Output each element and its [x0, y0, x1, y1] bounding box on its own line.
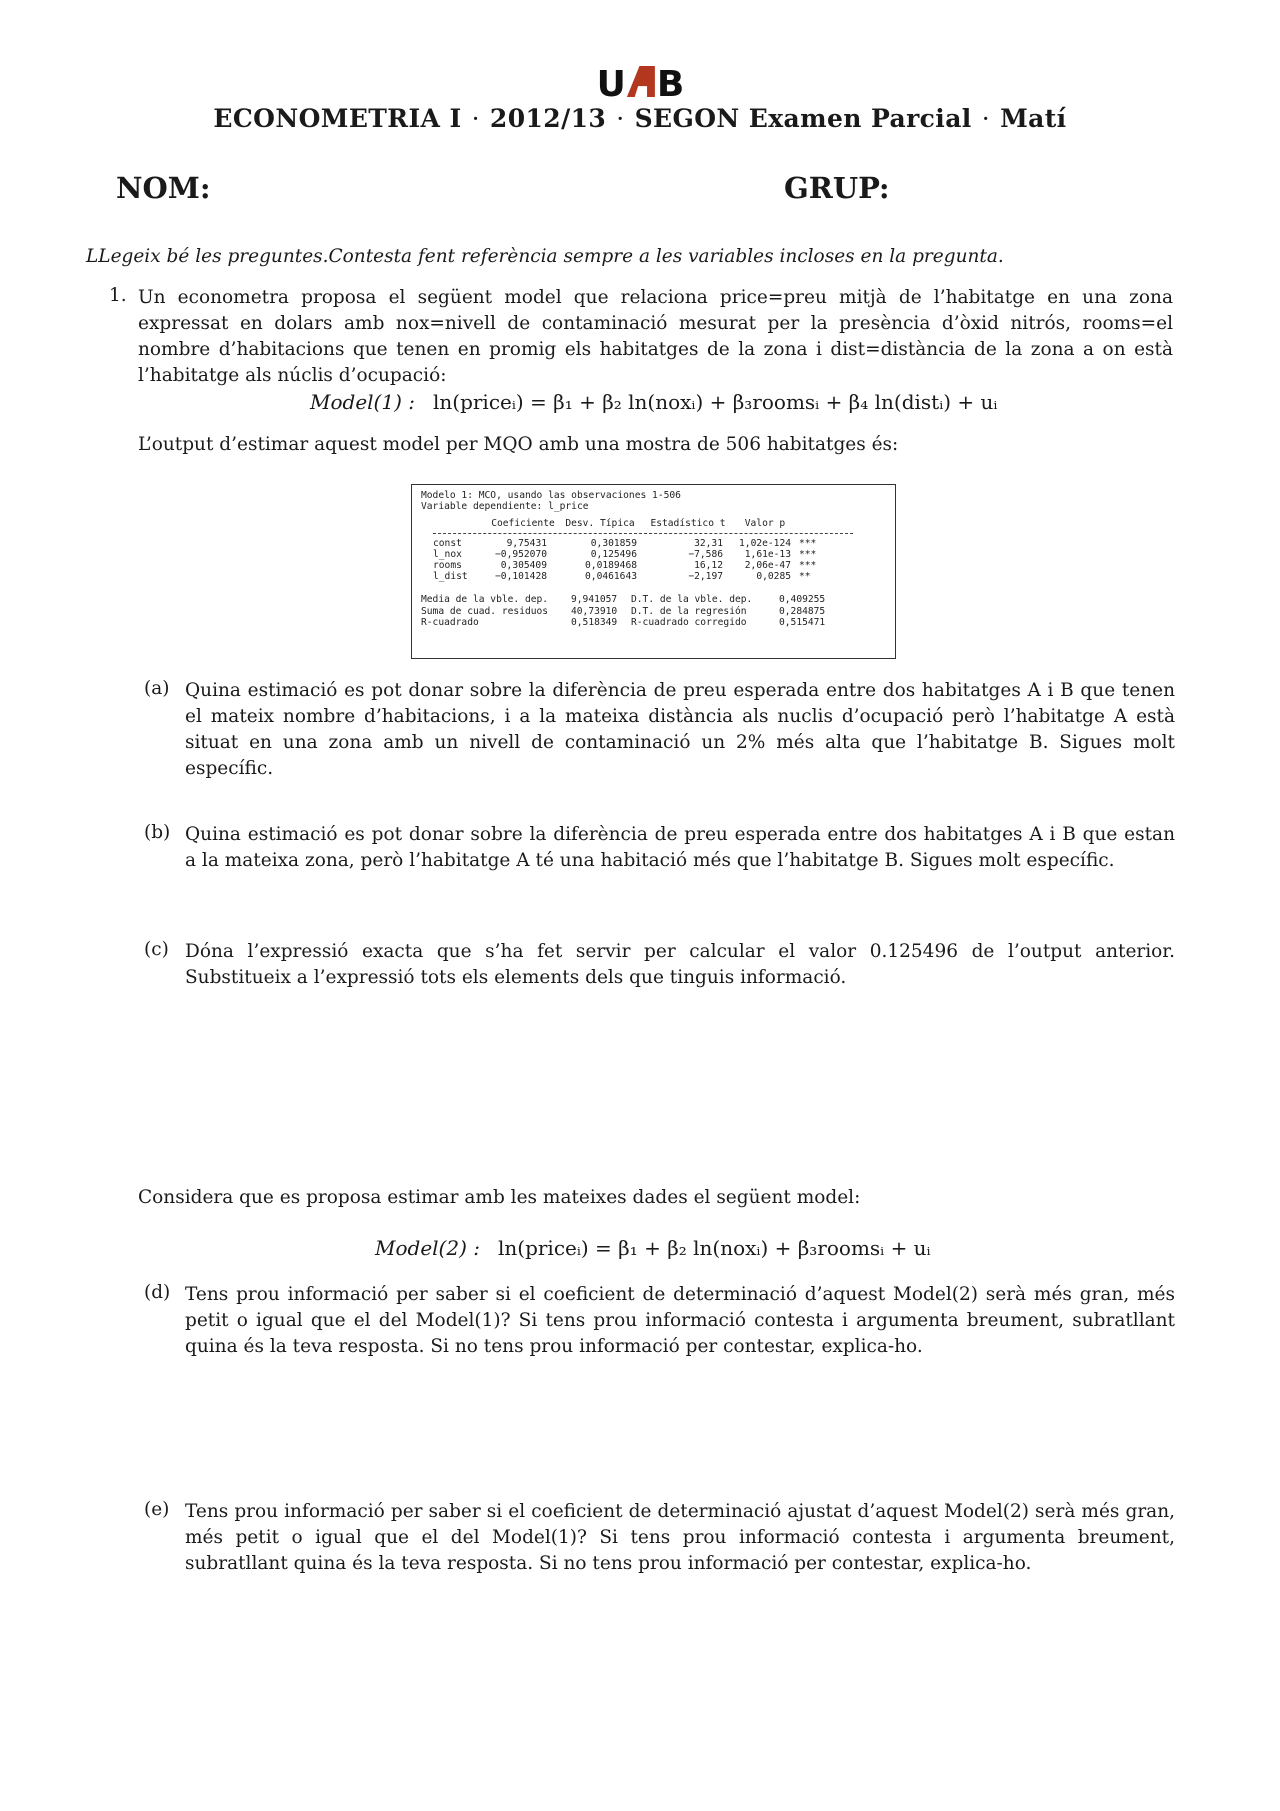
col-se: Desv. Típica	[565, 518, 635, 530]
grup-field-label: GRUP:	[784, 171, 890, 205]
stats-row: R-cuadrado 0,518349 R-cuadrado corregido 0,515471	[421, 616, 826, 628]
subquestion-e-label: (e)	[144, 1499, 170, 1520]
exam-year: 2012/13	[489, 104, 607, 133]
subquestion-e-text: Tens prou informació per saber si el coeficient de determinació ajustat d’aquest Model(2) serà més gran, més petit o igual que el del Model(1)? Si tens prou informació contesta i argumenta breument, subratllant quina és la teva resposta. Si no tens prou informació per contestar, explica-ho.	[185, 1501, 1175, 1574]
model-2-formula: ln(priceᵢ) = β₁ + β₂ ln(noxᵢ) + β₃roomsᵢ + uᵢ	[497, 1236, 931, 1260]
stats-row: Media de la vble. dep. 9,941057 D.T. de la vble. dep. 0,409255	[421, 594, 826, 606]
subquestion-d-label: (d)	[144, 1282, 171, 1303]
title-separator: ·	[471, 104, 480, 133]
model-2-equation	[375, 1236, 931, 1260]
col-t: Estadístico t	[650, 518, 726, 530]
col-p: Valor p	[744, 518, 786, 530]
table-row: l_nox −0,952070 0,125496 −7,586 1,61e-13 ***	[433, 548, 817, 560]
nom-field-label: NOM:	[116, 171, 211, 205]
question-1-text: Un econometra proposa el següent model que relaciona price=preu mitjà de l’habitatge en una zona expressat en dolars amb nox=nivell de contaminació mesurat per la presència d’òxid nitrós, rooms=el nombre d’habitacions que tenen en promig els habitatges de la zona i dist=distància de la zona a on està l’habitatge als núclis d’ocupació:	[138, 287, 1173, 386]
subquestion-c-label: (c)	[144, 939, 169, 960]
subquestion-a-text: Quina estimació es pot donar sobre la diferència de preu esperada entre dos habitatges A i B que tenen el mateix nombre d’habitacions, i a la mateixa distància als nuclis d’ocupació però l’habitatge A està situat en una zona amb un nivell de contaminació un 2% més alta que l’habitatge B. Sigues molt específic.	[185, 680, 1175, 779]
logo-a-mark-icon	[627, 66, 655, 97]
title-separator: ·	[981, 104, 991, 133]
instructions: LLegeix bé les preguntes.Contesta fent referència sempre a les variables incloses en la pregunta.	[86, 246, 1004, 267]
model-2-intro: Considera que es proposa estimar amb les mateixes dades el següent model:	[138, 1187, 861, 1208]
output-model-line: Modelo 1: MCO, usando las observaciones 1-506	[421, 490, 681, 501]
exam-session: Matí	[1000, 104, 1067, 133]
col-coef: Coeficiente	[491, 518, 555, 530]
output-depvar-line: Variable dependiente: l_price	[421, 501, 589, 513]
exam-title	[0, 104, 1280, 133]
regression-output	[411, 484, 896, 659]
uab-logo	[0, 66, 1280, 103]
exam-name: SEGON Examen Parcial	[634, 104, 972, 133]
logo-letter-u: U	[596, 64, 625, 105]
title-separator: ·	[616, 104, 625, 133]
logo-letter-b: B	[656, 64, 684, 105]
output-table-header	[421, 518, 895, 529]
model-1-label: Model(1) :	[310, 390, 415, 414]
table-row: l_dist −0,101428 0,0461643 −2,197 0,0285 **	[433, 571, 811, 583]
subquestion-c-text: Dóna l’expressió exacta que s’ha fet servir per calcular el valor 0.125496 de l’output anterior. Substitueix a l’expressió tots els elements dels que tinguis informació.	[185, 941, 1175, 988]
subquestion-a-label: (a)	[144, 678, 170, 699]
model-1-formula: ln(priceᵢ) = β₁ + β₂ ln(noxᵢ) + β₃roomsᵢ + β₄ ln(distᵢ) + uᵢ	[432, 390, 998, 414]
table-row: const 9,75431 0,301859 32,31 1,02e-124 ***	[433, 537, 817, 549]
table-row: rooms 0,305409 0,0189468 16,12 2,06e-47 ***	[433, 559, 817, 571]
model-2-label: Model(2) :	[375, 1236, 480, 1260]
subquestion-b-text: Quina estimació es pot donar sobre la diferència de preu esperada entre dos habitatges A i B que estan a la mateixa zona, però l’habitatge A té una habitació més que l’habitatge B. Sigues molt específic.	[185, 824, 1175, 871]
table-divider	[433, 533, 853, 534]
subquestion-d-text: Tens prou informació per saber si el coeficient de determinació d’aquest Model(2) serà més gran, més petit o igual que el del Model(1)? Si tens prou informació contesta i argumenta breument, subratllant quina és la teva resposta. Si no tens prou informació per contestar, explica-ho.	[185, 1284, 1175, 1357]
stats-row: Suma de cuad. residuos 40,73910 D.T. de la regresión 0,284875	[421, 605, 826, 617]
model-1-equation	[310, 390, 997, 414]
output-intro: L’output d’estimar aquest model per MQO amb una mostra de 506 habitatges és:	[138, 434, 899, 455]
question-number: 1.	[109, 285, 127, 306]
course-name: ECONOMETRIA I	[213, 104, 462, 133]
subquestion-b-label: (b)	[144, 822, 171, 843]
